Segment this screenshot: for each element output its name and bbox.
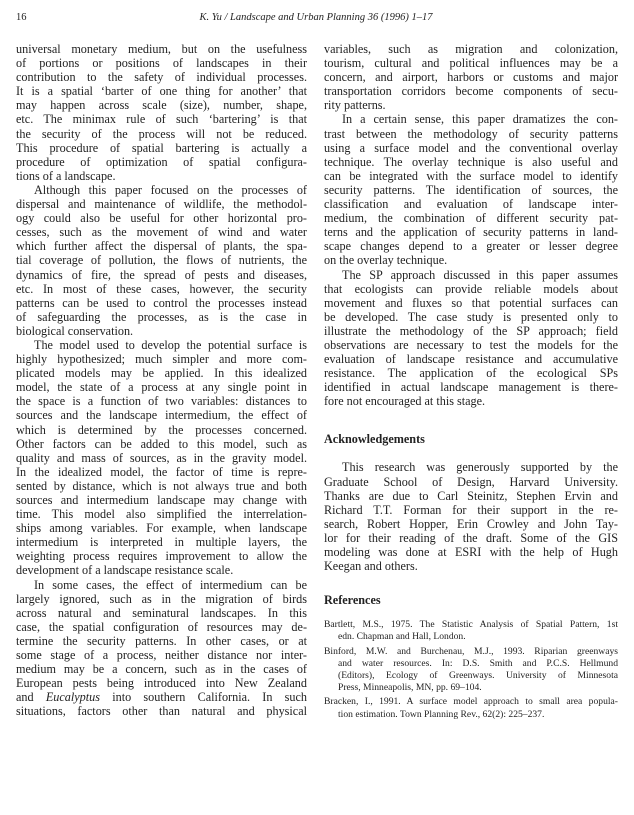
reference-line: tion estimation. Town Planning Rev., 62(2): 225–237. [338, 708, 545, 720]
text-line: case, the spatial configuration of resources may de- [16, 619, 307, 634]
text-line: Richard T.T. Forman for their support in the re- [324, 502, 618, 517]
text-line: plicated models may be applied. In this idealized [16, 366, 307, 381]
text-line: etc. In most of these cases, however, the security [16, 281, 307, 296]
text-line: development of a landscape resistance scale. [16, 563, 234, 578]
text-line: can be integrated with the surface model to identify [324, 168, 618, 183]
text-line: of safeguarding the processes, as is the case in [16, 309, 307, 324]
text-line: and Eucalyptus into southern California. In such [16, 690, 307, 705]
text-line: time. This model also simplified the interrelation- [16, 507, 307, 522]
page-number: 16 [16, 12, 27, 23]
text-line: procedure of optimization of spatial configura- [16, 154, 307, 169]
text-line: sources and intermedium landscape may change with [16, 493, 307, 507]
running-header [16, 12, 616, 28]
text-line: which further affect the dispersal of plants, the spa- [16, 239, 307, 254]
text-line: weighting process requires improvement to allow the [16, 549, 307, 564]
text-line: dispersal and maintenance of wildlife, the methodol- [16, 197, 307, 212]
text-line: across natural and seminatural landscapes. In this [16, 605, 307, 620]
reference-item [324, 696, 618, 720]
text-line: sented by distance, which is not always true and both [16, 478, 307, 493]
text-line: This research was generously supported by the [342, 460, 618, 475]
text-line: In the idealized model, the factor of time is repre- [16, 464, 307, 479]
text-line: This procedure of spatial bartering is actually a [16, 140, 307, 155]
text-line: tial coverage of pollution, the flows of nutrients, the [16, 253, 307, 268]
reference-line: Press, Minneapolis, MN, pp. 69–104. [338, 682, 482, 694]
text-line: ships among variables. For example, when landscape [16, 521, 307, 536]
text-line: The model used to develop the potential surface is [34, 337, 307, 352]
text-line: highly hypothesized; much simpler and more com- [16, 352, 307, 367]
reference-line: (Editors), Ecology of Greenways. University of Minnesota [338, 669, 618, 681]
text-line: etc. The minimax rule of such ‘bartering’ is that [16, 112, 307, 127]
text-line: tourism, cultural and political influences may be a [324, 56, 618, 71]
text-line: medium, the combination of different security pat- [324, 211, 618, 226]
text-line: Although this paper focused on the processes of [34, 182, 307, 197]
text-line: that ecologists can provide reliable models about [324, 281, 618, 296]
text-line: quality and mass of sources, as in the gravity model. [16, 450, 307, 465]
text-line: medium may be a concern, such as in the cases of [16, 662, 307, 677]
text-line: ogy could also be useful for other horizontal pro- [16, 211, 307, 226]
reference-line: Binford, M.W. and Burchenau, M.J., 1993. Riparian greenways [324, 645, 618, 657]
text-line: lor for their reading of the draft. Some of the GIS [324, 530, 618, 545]
text-line: classification and evaluation of landscape inter- [324, 197, 618, 212]
running-title: K. Yu / Landscape and Urban Planning 36 (1996) 1–17 [199, 12, 433, 23]
acknowledgements-heading: Acknowledgements [324, 432, 425, 447]
text-line: universal monetary medium, but on the usefulness [16, 42, 307, 56]
text-line: using a surface model and the conventional overlay [324, 140, 618, 155]
acknowledgements-body [324, 460, 618, 573]
text-line: modeling was done at ESRI with the help of Hugh [324, 545, 618, 559]
reference-line: edn. Chapman and Hall, London. [338, 631, 466, 643]
text-line: biological conservation. [16, 323, 134, 338]
text-line: sources and the landscape intermedium, the effect of [16, 408, 307, 423]
right-column-body [324, 42, 618, 408]
references-list [324, 619, 618, 721]
text-line: In some cases, the effect of intermedium can be [34, 577, 307, 592]
left-column [16, 42, 307, 719]
text-line: tions of a landscape. [16, 168, 116, 183]
text-line: Thanks are due to Carl Steinitz, Stephen Ervin and [324, 488, 618, 503]
text-line: dynamics of fire, the spread of pests and diseases, [16, 267, 307, 282]
text-line: resistance. The application of the ecological SPs [324, 366, 618, 381]
text-line: be developed. The case study is presented only to [324, 309, 618, 324]
text-line: rity patterns. [324, 98, 386, 113]
text-line: It is a spatial ‘barter of one thing for another’ that [16, 84, 307, 99]
text-line: European pests being introduced into New Zealand [16, 676, 307, 691]
text-line: fore not encouraged at this stage. [324, 394, 486, 409]
text-line: terns and the application of security patterns in land- [324, 225, 618, 240]
reference-line: Bartlett, M.S., 1975. The Statistic Analysis of Spatial Pattern, 1st [324, 619, 618, 631]
text-line: The SP approach discussed in this paper assumes [342, 267, 618, 282]
text-line: identified in actual landscape management is there- [324, 380, 618, 395]
references-heading: References [324, 593, 381, 608]
text-line: patterns can be used to control the processes instead [16, 295, 307, 310]
text-line: the space is a function of two variables: distances to [16, 394, 307, 409]
reference-line: and water resources. In: D.S. Smith and P.C.S. Hellmund [338, 657, 618, 669]
text-line: In a certain sense, this paper dramatizes the con- [342, 112, 618, 127]
text-line: largely ignored, such as in the migration of birds [16, 591, 307, 606]
text-line: may happen across scale (size), number, shape, [16, 98, 307, 113]
text-line: the security of the process will not be reduced. [16, 126, 307, 141]
text-line: contribution to the safety of individual processes. [16, 70, 307, 85]
reference-item [324, 619, 618, 643]
text-line: some stage of a process, neither distance nor inter- [16, 648, 307, 663]
text-line: variables, such as migration and colonization, [324, 42, 618, 56]
text-line: concern, and airport, harbors or customs and major [324, 70, 618, 85]
text-line: on the overlay technique. [324, 253, 448, 268]
text-line: scape changes depend to a greater or lesser degree [324, 239, 618, 254]
text-line: trast between the methodology of security patterns [324, 126, 618, 141]
text-line: Other factors can be added to this model, such as [16, 436, 307, 451]
text-line: situations, factors other than natural and physical [16, 704, 307, 719]
text-line: model, the state of a process at any single point in [16, 380, 307, 395]
text-line: of portions or positions of landscapes in their [16, 56, 307, 71]
text-line: Graduate School of Design, Harvard University. [324, 474, 618, 489]
text-line: evaluation of landscape resistance and accumulative [324, 352, 618, 367]
text-line: cesses, such as the movement of wind and water [16, 225, 307, 240]
text-line: transportation corridors become components of secu- [324, 84, 618, 99]
text-line: security patterns. The identification of sources, the [324, 182, 618, 197]
right-column [324, 42, 618, 723]
reference-item [324, 646, 618, 695]
text-line: which is determined by the processes concerned. [16, 422, 307, 437]
text-line: movement and fluxes so that potential surfaces can [324, 295, 618, 310]
text-line: termine the security patterns. In other cases, or at [16, 633, 307, 648]
text-line: intermedium is interpreted in multiple layers, the [16, 535, 307, 550]
text-line: observations are necessary to test the models for the [324, 337, 618, 352]
reference-line: Bracken, I., 1991. A surface model approach to small area popula- [324, 696, 618, 708]
text-line: Keegan and others. [324, 559, 418, 574]
text-line: illustrate the methodology of the SP approach; field [324, 323, 618, 338]
text-line: technique. The overlay technique is also useful and [324, 154, 618, 169]
text-line: search, Robert Hopper, Erin Crowley and John Tay- [324, 516, 618, 531]
